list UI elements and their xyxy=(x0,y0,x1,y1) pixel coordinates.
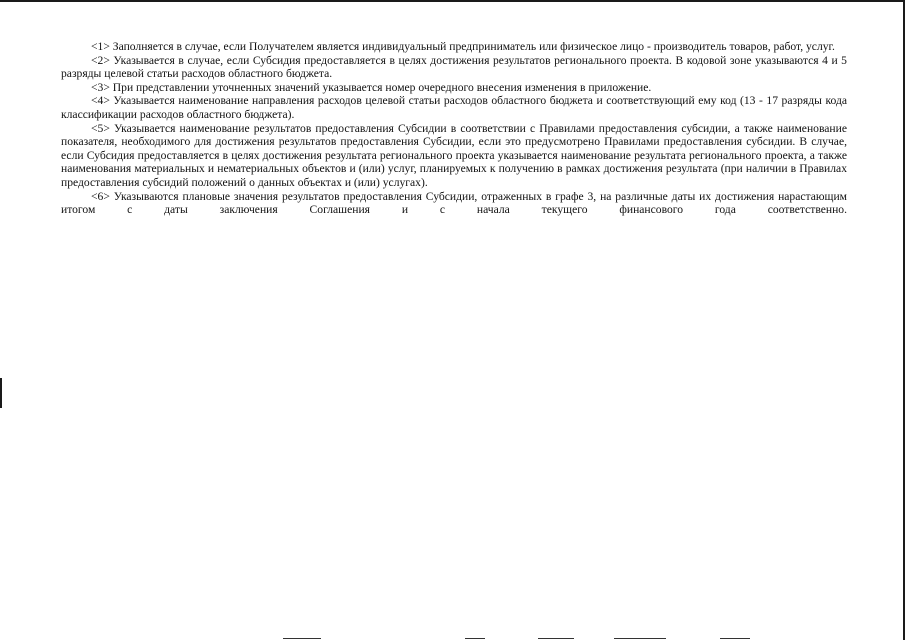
footnote-marker: <3> xyxy=(91,80,110,94)
footnote-3 xyxy=(61,81,847,95)
footnote-4 xyxy=(61,94,847,121)
footnote-5 xyxy=(61,122,847,190)
footnote-1 xyxy=(61,40,847,54)
scan-artifact xyxy=(538,638,574,639)
footnote-text: Указывается наименование направления расходов целевой статьи расходов областного бюджета и соответствующий ему код (13 - 17 разряды кода классификации расходов областного бюджета). xyxy=(61,94,847,121)
footnote-text: Заполняется в случае, если Получателем является индивидуальный предприниматель или физическое лицо - производитель товаров, работ, услуг. xyxy=(112,40,835,53)
footnote-marker: <1> xyxy=(91,40,110,53)
footnote-marker: <6> xyxy=(91,189,110,203)
footnote-marker: <4> xyxy=(91,94,110,108)
footnote-6 xyxy=(61,190,847,217)
footnote-text: Указывается в случае, если Субсидия предоставляется в целях достижения результатов регионального проекта. В кодовой зоне указываются 4 и 5 разряды целевой статьи расходов областного бюджета. xyxy=(61,53,847,81)
scan-artifact xyxy=(283,638,321,639)
scan-artifact xyxy=(720,638,750,639)
footnote-2 xyxy=(61,54,847,81)
footnote-text: При представлении уточненных значений указывается номер очередного внесения изменения в приложение. xyxy=(112,80,652,94)
footnote-text: Указывается наименование результатов предоставления Субсидии в соответствии с Правилами предоставления субсидии, а также наименование показателя, необходимого для достижения результатов предоставления Субсидии, если это предусмотрено Правилами предоставления субсидии. В случае, если Субсидия предоставляется в целях достижения результата регионального проекта указывается наименование результата регионального проекта, а также наименования материальных и нематериальных объектов и (или) услуг, планируемых к получению в рамках достижения результата (при наличии в Правилах предоставления субсидий положений о данных объектах и (или) услугах). xyxy=(61,121,847,189)
footnotes-block xyxy=(61,40,847,217)
footnote-marker: <2> xyxy=(91,53,110,67)
scan-artifact xyxy=(465,638,485,639)
scan-border-left-mark xyxy=(0,378,2,408)
footnote-text: Указываются плановые значения результатов предоставления Субсидии, отраженных в графе 3, на различные даты их достижения нарастающим итогом с даты заключения Соглашения и с начала текущего финансового года соответственно. xyxy=(61,189,847,217)
scan-border-top xyxy=(0,0,905,2)
scan-artifact xyxy=(614,638,666,639)
footnote-marker: <5> xyxy=(91,121,110,135)
